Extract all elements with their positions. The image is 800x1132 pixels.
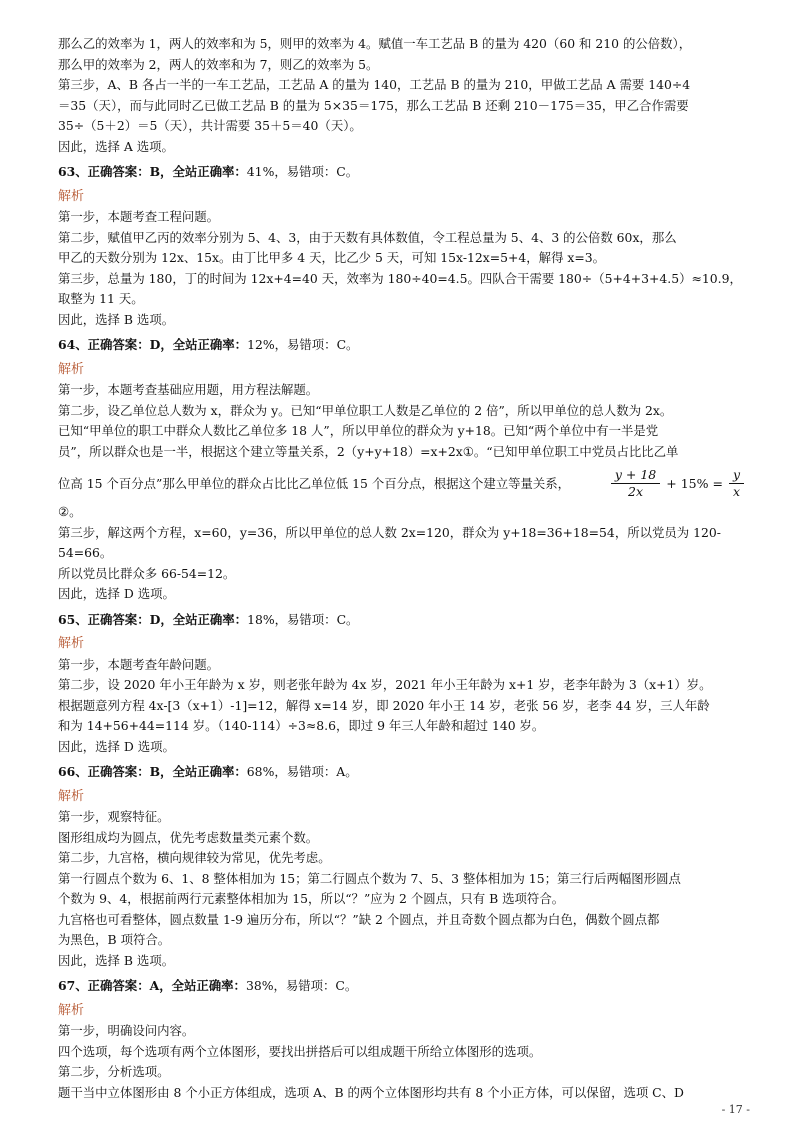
text-line: 第二步，分析选项。 bbox=[58, 1064, 170, 1079]
text-line: 第二步，设 2020 年小王年龄为 x 岁，则老张年龄为 4x 岁，2021 年小王年龄为 x+1 岁，老李年龄为 3（x+1）岁。 bbox=[58, 677, 712, 692]
numerator: y bbox=[729, 467, 744, 484]
analysis-label: 解析 bbox=[58, 361, 85, 377]
question-63 bbox=[58, 162, 748, 330]
document-body bbox=[58, 34, 748, 1103]
text-line: 第一步，明确设问内容。 bbox=[58, 1023, 195, 1038]
text-line: 那么乙的效率为 1，两人的效率和为 5，则甲的效率为 4。赋值一车工艺品 B 的量为 420（60 和 210 的公倍数）， bbox=[58, 36, 692, 51]
denominator: x bbox=[732, 483, 740, 499]
text-line: 因此，选择 A 选项。 bbox=[58, 138, 174, 154]
text-line: 取整为 11 天。 bbox=[58, 291, 144, 306]
text-line: 第三步，A、B 各占一半的一车工艺品，工艺品 A 的量为 140，工艺品 B 的量为 210，甲做工艺品 A 需要 140÷4 bbox=[58, 77, 691, 92]
fraction bbox=[611, 467, 660, 500]
text-line: 题干当中立体图形由 8 个小正方体组成，选项 A、B 的两个立体图形均共有 8 个小正方体，可以保留，选项 C、D bbox=[58, 1084, 684, 1100]
text-line: 位高 15 个百分点”那么甲单位的群众占比比乙单位低 15 个百分点，根据这个建立等量关系， bbox=[58, 476, 571, 491]
text-line: 第三步，解这两个方程，x=60，y=36，所以甲单位的总人数 2x=120，群众为 y+18=36+18=54，所以党员为 120-54=66。 bbox=[58, 524, 721, 560]
analysis-label: 解析 bbox=[58, 636, 85, 651]
text-line: 第二步，设乙单位总人数为 x，群众为 y。已知“甲单位职工人数是乙单位的 2 倍”，所以甲单位的总人数为 2x。 bbox=[58, 402, 673, 418]
equation-formula bbox=[611, 467, 744, 500]
text-line: 第一步，本题考查工程问题。 bbox=[58, 209, 220, 224]
text-line: 根据题意列方程 4x-[3（x+1）-1]=12，解得 x=14 岁，即 2020 年小王 14 岁，老张 56 岁，老李 44 岁，三人年龄 bbox=[58, 697, 710, 713]
text-line: 第一行圆点个数为 6、1、8 整体相加为 15；第二行圆点个数为 7、5、3 整体相加为 15；第三行后两幅图形圆点 bbox=[58, 870, 681, 886]
question-67 bbox=[58, 976, 748, 1103]
text-line: 因此，选择 D 选项。 bbox=[58, 738, 175, 754]
text-line: 四个选项，每个选项有两个立体图形，要找出拼搭后可以组成题干所给立体图形的选项。 bbox=[58, 1043, 542, 1059]
analysis-label: 解析 bbox=[58, 188, 85, 204]
question-65 bbox=[58, 610, 748, 758]
text-line: 第一步，本题考查基础应用题，用方程法解题。 bbox=[58, 382, 319, 397]
text-line: 35÷（5＋2）＝5（天），共计需要 35＋5＝40（天）。 bbox=[58, 118, 362, 133]
analysis-label: 解析 bbox=[58, 1002, 85, 1018]
answer-title: 67、正确答案：A，全站正确率：38%，易错项：C。 bbox=[58, 978, 358, 993]
text-line: 因此，选择 B 选项。 bbox=[58, 311, 175, 327]
text-line: 所以党员比群众多 66-54=12。 bbox=[58, 565, 236, 581]
text-line: 和为 14+56+44=114 岁。（140-114）÷3≈8.6，即过 9 年三人年龄和超过 140 岁。 bbox=[58, 718, 545, 733]
answer-title: 66、正确答案：B，全站正确率：68%，易错项：A。 bbox=[58, 764, 358, 779]
question-64 bbox=[58, 335, 748, 605]
page-number: - 17 - bbox=[721, 1103, 750, 1116]
analysis-label: 解析 bbox=[58, 788, 85, 804]
text-line: ②。 bbox=[58, 504, 82, 519]
text-line: 九宫格也可看整体，圆点数量 1-9 遍历分布，所以“？”缺 2 个圆点，并且奇数个圆点都为白色，偶数个圆点都 bbox=[58, 911, 660, 927]
text-line: 甲乙的天数分别为 12x、15x。由丁比甲多 4 天，比乙少 5 天，可知 15x-12x=5+4，解得 x=3。 bbox=[58, 250, 606, 265]
text-line: 员”，所以群众也是一半，根据这个建立等量关系，2（y+y+18）=x+2x①。“已知甲单位职工中党员占比比乙单 bbox=[58, 443, 679, 459]
continuation-block bbox=[58, 34, 748, 157]
numerator: y + 18 bbox=[611, 467, 660, 484]
equation-line bbox=[58, 464, 748, 502]
answer-title: 65、正确答案：D，全站正确率：18%，易错项：C。 bbox=[58, 611, 359, 627]
text-line: 为黑色，B 项符合。 bbox=[58, 932, 171, 947]
answer-title: 63、正确答案：B，全站正确率：41%，易错项：C。 bbox=[58, 164, 359, 179]
text-line: 因此，选择 B 选项。 bbox=[58, 952, 175, 968]
operator: + 15% = bbox=[666, 475, 723, 491]
text-line: 第二步，九宫格，横向规律较为常见，优先考虑。 bbox=[58, 850, 331, 865]
text-line: 因此，选择 D 选项。 bbox=[58, 586, 175, 601]
fraction bbox=[729, 467, 744, 500]
text-line: 个数为 9、4，根据前两行元素整体相加为 15，所以“？”应为 2 个圆点，只有 B 选项符合。 bbox=[58, 891, 565, 906]
text-line: 第二步，赋值甲乙丙的效率分别为 5、4、3，由于天数有具体数值，令工程总量为 5、4、3 的公倍数 60x，那么 bbox=[58, 229, 677, 245]
answer-title: 64、正确答案：D，全站正确率：12%，易错项：C。 bbox=[58, 337, 359, 352]
text-line: 已知“甲单位的职工中群众人数比乙单位多 18 人”，所以甲单位的群众为 y+18。已知“两个单位中有一半是党 bbox=[58, 423, 659, 438]
text-line: 第一步，本题考查年龄问题。 bbox=[58, 656, 220, 672]
text-line: ＝35（天），而与此同时乙已做工艺品 B 的量为 5×35＝175，那么工艺品 B 还剩 210－175＝35，甲乙合作需要 bbox=[58, 97, 689, 113]
question-66 bbox=[58, 762, 748, 971]
text-line: 第一步，观察特征。 bbox=[58, 809, 170, 824]
text-line: 第三步，总量为 180，丁的时间为 12x+4=40 天，效率为 180÷40=4.5。四队合干需要 180÷（5+4+3+4.5）≈10.9， bbox=[58, 270, 742, 286]
text-line: 图形组成均为圆点，优先考虑数量类元素个数。 bbox=[58, 829, 319, 845]
text-line: 那么甲的效率为 2，两人的效率和为 7，则乙的效率为 5。 bbox=[58, 56, 379, 72]
denominator: 2x bbox=[628, 483, 644, 499]
